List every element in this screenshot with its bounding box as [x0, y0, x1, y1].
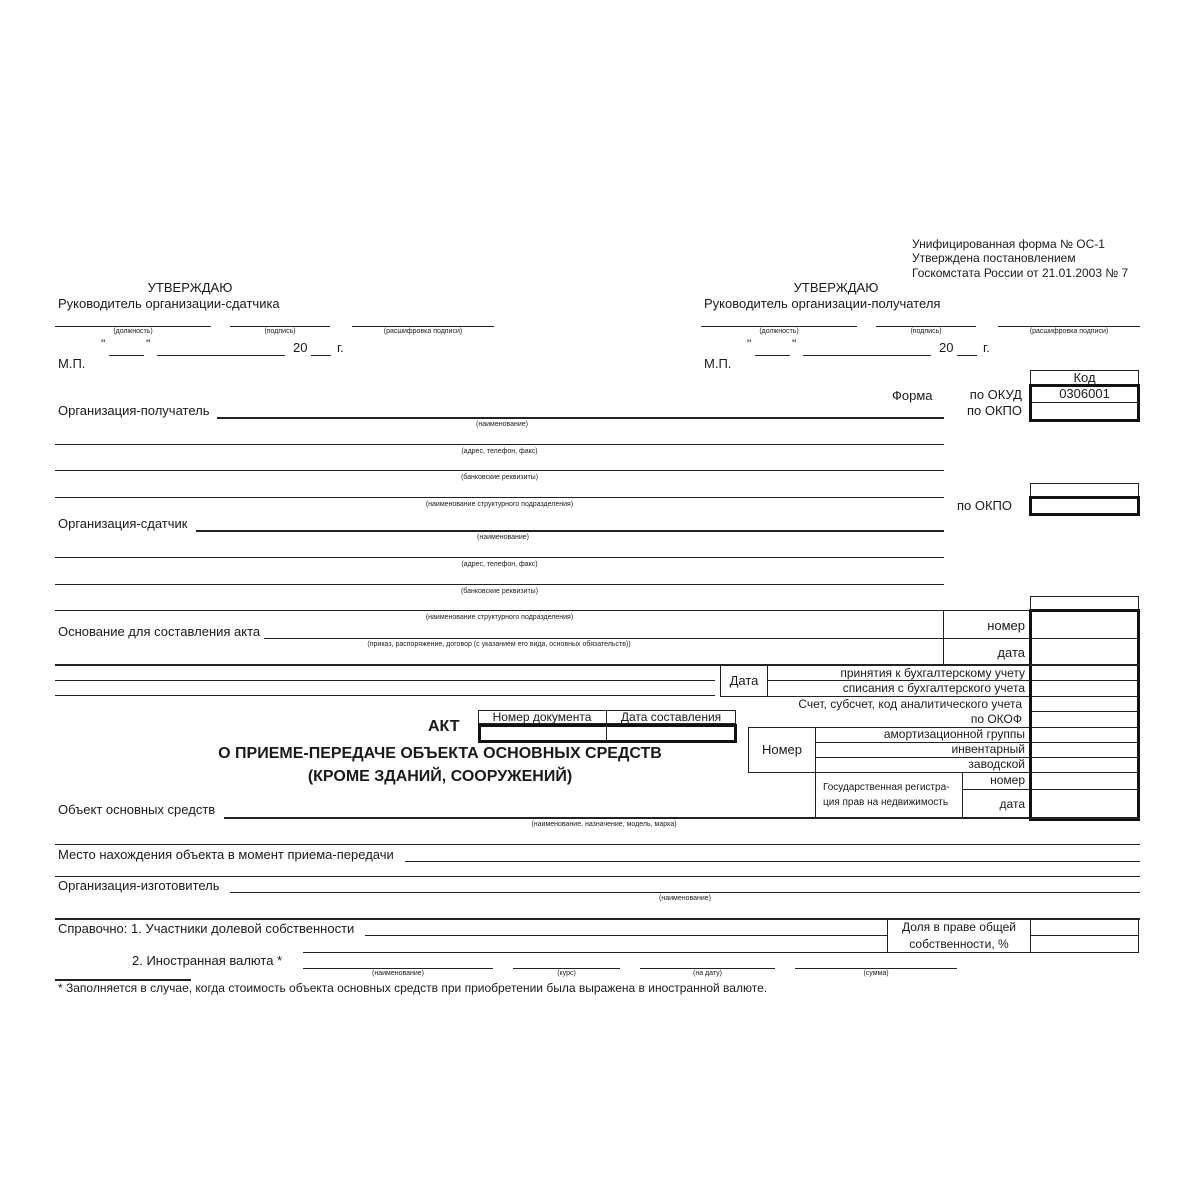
object-field[interactable] — [224, 817, 1140, 819]
currency-cap-date: (на дату) — [693, 970, 722, 977]
dates-accepted: принятия к бухгалтерскому учету — [840, 666, 1025, 680]
accounts-label2: по ОКОФ — [970, 712, 1022, 726]
sender-cap-address: (адрес, телефон, факс) — [461, 561, 538, 568]
accounts-amort: амортизационной группы — [883, 727, 1025, 741]
manufacturer-cap: (наименование) — [659, 895, 711, 902]
act-doc-date-label: Дата составления — [620, 710, 722, 724]
act-doc-number-label: Номер документа — [492, 710, 592, 724]
act-line2: (КРОМЕ ЗДАНИЙ, СООРУЖЕНИЙ) — [307, 768, 573, 785]
basis-label: Основание для составления акта — [58, 624, 261, 639]
approve-right-year-suffix: г. — [983, 340, 990, 355]
approve-right-cap-signature: (подпись) — [910, 328, 942, 335]
sender-bank-field[interactable] — [55, 584, 944, 585]
location-field[interactable] — [405, 861, 1140, 862]
manufacturer-label: Организация-изготовитель — [58, 878, 220, 893]
approve-right-cap-position: (должность) — [759, 328, 799, 335]
basis-data-label: дата — [997, 645, 1025, 660]
accounts-factory: заводской — [968, 757, 1025, 771]
accounts-reg-label2: ция прав на недвижимость — [823, 797, 949, 808]
approve-right-subtitle: Руководитель организации-получателя — [704, 296, 941, 311]
act-title: АКТ — [428, 718, 460, 735]
form-header-line1: Унифицированная форма № ОС-1 — [912, 237, 1105, 251]
dates-written-off: списания с бухгалтерского учета — [842, 681, 1025, 695]
accounts-inventory: инвентарный — [951, 742, 1025, 756]
reference-share1: Доля в праве общей — [902, 920, 1016, 934]
okud-label: по ОКУД — [969, 387, 1022, 402]
basis-field[interactable] — [264, 638, 943, 639]
approve-right-quote-open: " — [747, 337, 752, 351]
object-cap: (наименование, назначение, модель, марка) — [531, 821, 677, 828]
location-label: Место нахождения объекта в момент приема-передачи — [58, 847, 394, 862]
sender-cap-name: (наименование) — [477, 534, 529, 541]
approve-right-title: УТВЕРЖДАЮ — [793, 280, 879, 295]
approve-right-quote-close: " — [792, 337, 797, 351]
manufacturer-field[interactable] — [230, 892, 1140, 893]
sender-cap-bank: (банковские реквизиты) — [460, 588, 539, 595]
basis-nomer-label: номер — [987, 618, 1025, 633]
approve-left-subtitle: Руководитель организации-сдатчика — [58, 296, 280, 311]
receiver-label: Организация-получатель — [58, 403, 210, 418]
approve-left-stamp: М.П. — [58, 356, 86, 371]
sender-label: Организация-сдатчик — [58, 516, 188, 531]
currency-rate-field[interactable] — [513, 968, 620, 969]
currency-cap-rate: (курс) — [557, 970, 576, 977]
approve-right-stamp: М.П. — [704, 356, 732, 371]
form-header-line2: Утверждена постановлением — [912, 251, 1076, 265]
approve-left-cap-position: (должность) — [113, 328, 153, 335]
receiver-address-field[interactable] — [55, 444, 944, 445]
accounts-reg-data: дата — [999, 797, 1025, 811]
sender-unit-field[interactable] — [55, 610, 1140, 611]
reference-label: Справочно: 1. Участники долевой собственности — [58, 921, 355, 936]
accounts-reg-nomer: номер — [990, 773, 1025, 787]
approve-left-quote-close: " — [146, 337, 151, 351]
receiver-cap-name: (наименование) — [476, 421, 528, 428]
accounts-label1: Счет, субсчет, код аналитического учета — [798, 697, 1022, 711]
reference-share2: собственности, % — [909, 937, 1009, 951]
approve-right-cap-decode: (расшифровка подписи) — [1029, 328, 1109, 335]
forma-label: Форма — [892, 388, 933, 403]
receiver-cap-unit: (наименование структурного подразделения) — [425, 501, 574, 508]
currency-cap-name: (наименование) — [372, 970, 424, 977]
receiver-unit-field[interactable] — [55, 497, 944, 498]
footnote: * Заполняется в случае, когда стоимость объекта основных средств при приобретении была выражена в иностранной валюте. — [58, 981, 768, 995]
basis-cap: (приказ, распоряжение, договор (с указанием его вида, основных обязательств)) — [367, 641, 631, 648]
currency-sum-field[interactable] — [795, 968, 957, 969]
sender-name-field[interactable] — [196, 530, 944, 532]
approve-left-title: УТВЕРЖДАЮ — [147, 280, 233, 295]
accounts-reg-label1: Государственная регистра- — [823, 782, 950, 793]
approve-left-year-suffix: г. — [337, 340, 344, 355]
act-doc-fields[interactable] — [478, 724, 737, 743]
okud-value[interactable]: 0306001 — [1059, 386, 1110, 401]
act-line1: О ПРИЕМЕ-ПЕРЕДАЧЕ ОБЪЕКТА ОСНОВНЫХ СРЕДСТВ — [218, 745, 662, 762]
sender-cap-unit: (наименование структурного подразделения) — [425, 614, 574, 621]
sender-address-field[interactable] — [55, 557, 944, 558]
okpo-label: по ОКПО — [966, 403, 1022, 418]
approve-right-year-prefix: 20 — [939, 340, 954, 355]
currency-date-field[interactable] — [640, 968, 775, 969]
okpo2-box[interactable] — [1029, 496, 1140, 516]
receiver-name-field[interactable] — [217, 417, 944, 419]
reference-currency: 2. Иностранная валюта * — [132, 953, 283, 968]
approve-left-cap-signature: (подпись) — [264, 328, 296, 335]
receiver-cap-bank: (банковские реквизиты) — [460, 474, 539, 481]
receiver-cap-address: (адрес, телефон, факс) — [461, 448, 538, 455]
dates-label: Дата — [729, 673, 759, 688]
currency-cap-sum: (сумма) — [863, 970, 889, 977]
accounts-nomer-label: Номер — [761, 742, 802, 757]
approve-left-year-prefix: 20 — [293, 340, 308, 355]
currency-name-field[interactable] — [303, 968, 493, 969]
approve-left-cap-decode: (расшифровка подписи) — [383, 328, 463, 335]
approve-left-quote-open: " — [101, 337, 106, 351]
receiver-bank-field[interactable] — [55, 470, 944, 471]
object-label: Объект основных средств — [58, 802, 216, 817]
form-header-line3: Госкомстата России от 21.01.2003 № 7 — [912, 266, 1129, 280]
reference-participants-field[interactable] — [365, 935, 887, 936]
okpo2-label: по ОКПО — [956, 498, 1012, 513]
code-header: Код — [1030, 370, 1139, 385]
